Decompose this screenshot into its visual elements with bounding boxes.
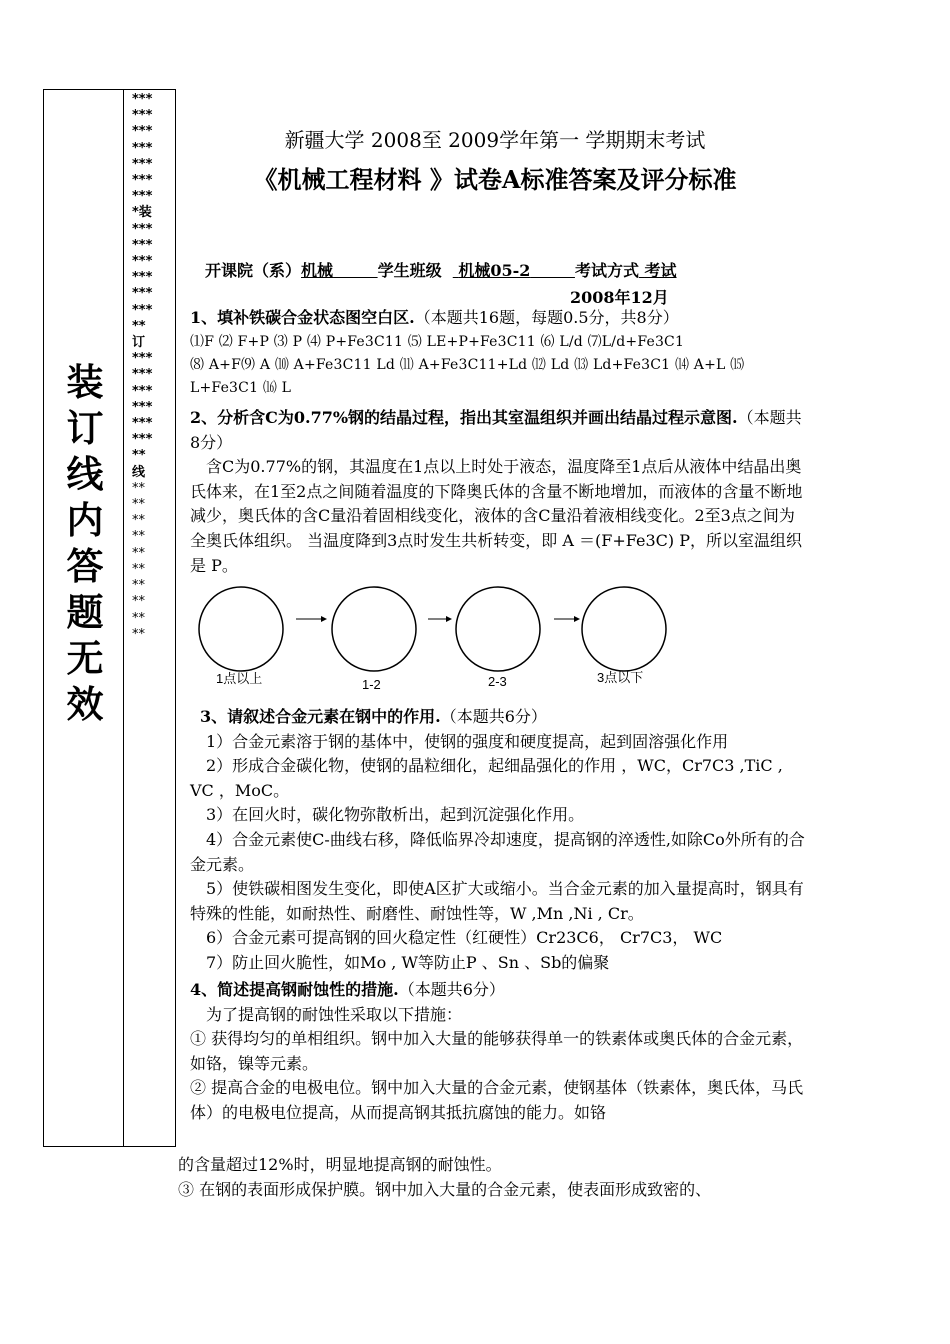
- crystallization-diagram: [196, 585, 676, 697]
- question-4: [190, 978, 810, 1126]
- mode-label: 考试方式: [574, 261, 639, 280]
- exam-title: 《机械工程材料 》试卷A标准答案及评分标准: [253, 165, 737, 194]
- warning-char: 答: [66, 545, 104, 588]
- warning-char: 装: [66, 361, 104, 404]
- mode-value: 考试: [644, 261, 677, 280]
- binding-star-line: ***: [132, 140, 153, 156]
- binding-divider: [123, 89, 124, 1147]
- binding-star-line: ***: [132, 351, 153, 367]
- binding-star-line: **: [132, 578, 145, 594]
- question-4-continued: [178, 1153, 798, 1202]
- binding-stars-column: [132, 92, 172, 643]
- arrow-2-head: [446, 616, 452, 622]
- q4-score: （本题共6分）: [398, 980, 505, 999]
- binding-star-line: ***: [132, 156, 153, 172]
- binding-star-line: ***: [132, 432, 153, 448]
- q4-measure-3: ③ 在钢的表面形成保护膜。钢中加入大量的合金元素，使表面形成致密的、: [178, 1179, 712, 1199]
- stage-label-2: 1-2: [362, 677, 381, 692]
- question-1: [190, 306, 810, 400]
- q1-answers-line: L+Fe3C1 ⒃ L: [190, 379, 292, 396]
- q2-score: （本题共8分）: [190, 408, 802, 452]
- stage-label-4: 3点以下: [597, 670, 644, 685]
- q1-answers-line: ⑴F ⑵ F+P ⑶ P ⑷ P+Fe3C11 ⑸ LE+P+Fe3C11 ⑹ L/d ⑺L/d+Fe3C1: [190, 333, 685, 350]
- q2-title: 2、分析含C为0.77%钢的结晶过程，指出其室温组织并画出结晶过程示意图.: [190, 408, 738, 427]
- binding-star-line: ***: [132, 286, 153, 302]
- binding-star-line: ***: [132, 108, 153, 124]
- binding-warning: [60, 360, 110, 728]
- binding-star-line: ***: [132, 189, 153, 205]
- binding-star-line: ***: [132, 221, 153, 237]
- binding-star-line: **: [132, 513, 145, 529]
- warning-char: 题: [66, 591, 104, 634]
- q3-item: 4）合金元素使C-曲线右移，降低临界冷却速度，提高钢的淬透性,如除Co外所有的合金元素。: [190, 829, 805, 874]
- stage-circle-4: [582, 587, 666, 671]
- class-label: 学生班级: [377, 261, 442, 280]
- q4-intro: 为了提高钢的耐蚀性采取以下措施：: [206, 1004, 463, 1024]
- q1-answers-line: ⑻ A+F⑼ A ⑽ A+Fe3C11 Ld ⑾ A+Fe3C11+Ld ⑿ Ld ⒀ Ld+Fe3C1 ⒁ A+L ⒂: [190, 356, 745, 373]
- q4-measure-2: ② 提高合金的电极电位。钢中加入大量的合金元素，使钢基体（铁素体，奥氏体，马氏体）的电极电位提高，从而提高钢其抵抗腐蚀的能力。如铬: [190, 1078, 804, 1122]
- stage-circle-1: [199, 587, 283, 671]
- binding-star-line: 订: [132, 335, 146, 351]
- binding-star-line: 线: [132, 464, 146, 480]
- binding-star-line: **: [132, 561, 145, 577]
- binding-star-line: ***: [132, 173, 153, 189]
- q1-score: （本题共16题，每题0.5分，共8分）: [414, 308, 679, 327]
- course-info-line: [205, 258, 677, 281]
- binding-star-line: *装: [132, 205, 152, 221]
- q3-item: 5）使铁碳相图发生变化，即使A区扩大或缩小。当合金元素的加入量提高时，钢具有特殊的性能，如耐热性、耐磨性、耐蚀性等，W ,Mn ,Ni , Cr。: [190, 879, 804, 923]
- binding-star-line: ***: [132, 367, 153, 383]
- binding-star-line: ***: [132, 383, 153, 399]
- binding-star-line: ***: [132, 416, 153, 432]
- q3-item: 6）合金元素可提高钢的回火稳定性（红硬性）Cr23C6， Cr7C3， WC: [206, 928, 723, 948]
- warning-char: 线: [66, 453, 104, 496]
- binding-star-line: **: [132, 497, 145, 513]
- q3-item: 3）在回火时，碳化物弥散析出，起到沉淀强化作用。: [206, 805, 585, 825]
- stage-circle-3: [456, 587, 540, 671]
- binding-star-line: **: [132, 448, 146, 464]
- binding-star-line: **: [132, 480, 145, 496]
- binding-star-line: ***: [132, 92, 153, 107]
- binding-star-line: ***: [132, 254, 153, 270]
- class-value: 机械05-2: [458, 261, 531, 280]
- warning-char: 内: [66, 499, 104, 542]
- binding-star-line: **: [132, 610, 145, 626]
- binding-star-line: ***: [132, 124, 153, 140]
- q3-score: （本题共6分）: [440, 707, 547, 726]
- q3-item: 1）合金元素溶于钢的基体中，使钢的强度和硬度提高，起到固溶强化作用: [206, 731, 729, 751]
- binding-star-line: **: [132, 594, 145, 610]
- binding-star-line: **: [132, 318, 146, 334]
- binding-star-line: **: [132, 626, 145, 642]
- q4-measure-2-cont: 的含量超过12%时，明显地提高钢的耐蚀性。: [178, 1155, 502, 1174]
- binding-star-line: **: [132, 545, 145, 561]
- arrow-3-head: [574, 616, 580, 622]
- binding-star-line: ***: [132, 237, 153, 253]
- college-label: 开课院（系）: [205, 261, 302, 280]
- warning-char: 无: [66, 637, 104, 680]
- q4-measure-1: ① 获得均匀的单相组织。钢中加入大量的能够获得单一的铁素体或奥氏体的合金元素，如铬，镍等元素。: [190, 1029, 804, 1073]
- q2-answer: 含C为0.77%的钢，其温度在1点以上时处于液态，温度降至1点后从液体中结晶出奥氏体来，在1至2点之间随着温度的下降奥氏体的含量不断地增加，而液体的含量不断地减少，奥氏体的含C量沿着固相线变化，液体的含C量沿着液相线变化。2至3点之间为全奥氏体组织。 当温度降到3点时发生共析转变，即 A ＝(F+Fe3C) P，所以室温组织是 P。: [190, 457, 803, 575]
- q3-item: 7）防止回火脆性，如Mo , W等防止P 、Sn 、Sb的偏聚: [206, 952, 610, 972]
- arrow-1-head: [321, 616, 327, 622]
- question-3: [190, 705, 810, 976]
- q4-title: 4、简述提高钢耐蚀性的措施.: [190, 980, 399, 999]
- exam-date: 2008年12月: [570, 288, 669, 307]
- warning-char: 订: [66, 407, 104, 450]
- binding-star-line: ***: [132, 302, 153, 318]
- binding-star-line: ***: [132, 270, 153, 286]
- college-value: 机械: [301, 261, 334, 280]
- q3-title: 3、请叙述合金元素在钢中的作用.: [200, 707, 441, 726]
- stage-label-1: 1点以上: [216, 671, 263, 686]
- binding-star-line: **: [132, 529, 145, 545]
- question-2: [190, 406, 810, 578]
- stage-circle-2: [332, 587, 416, 671]
- warning-char: 效: [66, 683, 104, 726]
- q3-item: 2）形成合金碳化物，使钢的晶粒细化，起细晶强化的作用 ，WC，Cr7C3 ,TiC , VC ，MoC。: [190, 756, 783, 800]
- q1-title: 1、填补铁碳合金状态图空白区.: [190, 308, 415, 327]
- exam-header: 新疆大学 2008至 2009学年第一 学期期末考试: [284, 128, 706, 152]
- stage-label-3: 2-3: [488, 674, 507, 689]
- binding-star-line: ***: [132, 399, 153, 415]
